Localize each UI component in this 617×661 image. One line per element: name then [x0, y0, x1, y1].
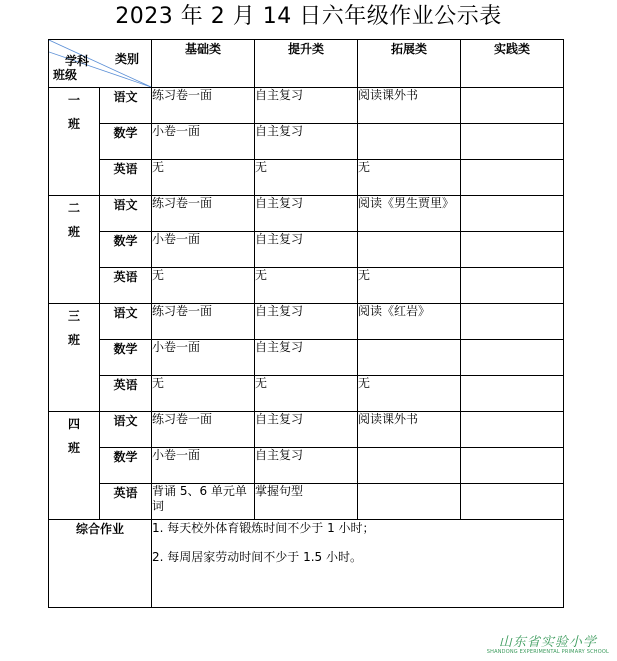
homework-cell-advanced: 自主复习	[255, 88, 358, 124]
summary-content	[152, 520, 564, 608]
school-logo-english: SHANDONG EXPERIMENTAL PRIMARY SCHOOL	[486, 649, 609, 655]
homework-cell-advanced: 自主复习	[255, 412, 358, 448]
homework-table	[48, 39, 564, 608]
subject-cell: 英语	[100, 484, 152, 520]
homework-cell-extended: 阅读课外书	[358, 88, 461, 124]
table-row	[49, 232, 564, 268]
subject-cell: 语文	[100, 196, 152, 232]
column-header-practice: 实践类	[461, 40, 564, 88]
homework-cell-practice	[461, 160, 564, 196]
class-name-cell	[49, 88, 100, 196]
class-name-bottom: 班	[67, 225, 80, 239]
homework-cell-practice	[461, 196, 564, 232]
subject-cell: 数学	[100, 340, 152, 376]
table-row	[49, 124, 564, 160]
homework-cell-basic: 无	[152, 160, 255, 196]
homework-cell-practice	[461, 124, 564, 160]
homework-cell-advanced: 自主复习	[255, 124, 358, 160]
homework-cell-basic: 练习卷一面	[152, 304, 255, 340]
subject-cell: 语文	[100, 88, 152, 124]
homework-cell-extended: 阅读《红岩》	[358, 304, 461, 340]
homework-cell-practice	[461, 412, 564, 448]
homework-cell-basic: 小卷一面	[152, 232, 255, 268]
homework-cell-extended: 无	[358, 268, 461, 304]
class-name-bottom: 班	[67, 333, 80, 347]
homework-cell-basic: 小卷一面	[152, 448, 255, 484]
class-label: 班级	[53, 68, 78, 82]
subject-cell: 数学	[100, 448, 152, 484]
homework-cell-advanced: 无	[255, 160, 358, 196]
homework-cell-basic: 小卷一面	[152, 340, 255, 376]
homework-cell-practice	[461, 88, 564, 124]
table-row	[49, 268, 564, 304]
homework-cell-practice	[461, 376, 564, 412]
subject-cell: 数学	[100, 124, 152, 160]
column-header-advanced: 提升类	[255, 40, 358, 88]
summary-item: 1. 每天校外体育锻炼时间不少于 1 小时；	[152, 521, 375, 535]
table-row	[49, 340, 564, 376]
homework-cell-basic: 无	[152, 268, 255, 304]
class-name-cell	[49, 304, 100, 412]
homework-cell-advanced: 自主复习	[255, 340, 358, 376]
class-name-cell	[49, 196, 100, 304]
homework-cell-basic: 背诵 5、6 单元单词	[152, 484, 255, 520]
summary-label: 综合作业	[49, 520, 152, 608]
summary-item: 2. 每周居家劳动时间不少于 1.5 小时。	[152, 550, 362, 564]
homework-cell-extended: 无	[358, 376, 461, 412]
class-name-top: 二	[67, 201, 80, 215]
homework-cell-advanced: 自主复习	[255, 196, 358, 232]
class-name-bottom: 班	[67, 441, 80, 455]
homework-cell-extended	[358, 340, 461, 376]
table-row	[49, 376, 564, 412]
homework-cell-practice	[461, 268, 564, 304]
subject-cell: 语文	[100, 304, 152, 340]
column-header-basic: 基础类	[152, 40, 255, 88]
homework-cell-extended	[358, 232, 461, 268]
class-name-top: 一	[67, 93, 80, 107]
header-row	[49, 40, 564, 88]
homework-cell-basic: 练习卷一面	[152, 412, 255, 448]
subject-cell: 英语	[100, 268, 152, 304]
column-header-extended: 拓展类	[358, 40, 461, 88]
homework-cell-extended: 无	[358, 160, 461, 196]
subject-cell: 英语	[100, 160, 152, 196]
homework-cell-practice	[461, 484, 564, 520]
homework-cell-practice	[461, 448, 564, 484]
homework-cell-extended	[358, 124, 461, 160]
homework-cell-basic: 练习卷一面	[152, 196, 255, 232]
homework-cell-extended: 阅读《男生贾里》	[358, 196, 461, 232]
class-name-cell	[49, 412, 100, 520]
homework-cell-advanced: 无	[255, 268, 358, 304]
school-logo	[487, 631, 609, 655]
diagonal-header-cell	[49, 40, 152, 88]
table-row	[49, 412, 564, 448]
subject-cell: 语文	[100, 412, 152, 448]
homework-cell-basic: 小卷一面	[152, 124, 255, 160]
homework-cell-practice	[461, 304, 564, 340]
subject-cell: 英语	[100, 376, 152, 412]
homework-cell-basic: 无	[152, 376, 255, 412]
page-title: 2023 年 2 月 14 日六年级作业公示表	[115, 4, 502, 29]
class-name-top: 四	[67, 417, 80, 431]
class-name-bottom: 班	[67, 117, 80, 131]
homework-cell-advanced: 自主复习	[255, 304, 358, 340]
homework-cell-practice	[461, 340, 564, 376]
class-name-top: 三	[67, 309, 80, 323]
table-row	[49, 484, 564, 520]
subject-cell: 数学	[100, 232, 152, 268]
table-row	[49, 448, 564, 484]
homework-cell-extended: 阅读课外书	[358, 412, 461, 448]
homework-cell-practice	[461, 232, 564, 268]
subject-label: 学科	[65, 54, 90, 68]
table-row	[49, 304, 564, 340]
homework-cell-extended	[358, 448, 461, 484]
homework-cell-advanced: 无	[255, 376, 358, 412]
homework-cell-advanced: 自主复习	[255, 448, 358, 484]
homework-cell-extended	[358, 484, 461, 520]
homework-cell-basic: 练习卷一面	[152, 88, 255, 124]
table-row	[49, 160, 564, 196]
table-row	[49, 88, 564, 124]
summary-row	[49, 520, 564, 608]
school-logo-name: 山东省实验小学	[498, 635, 597, 650]
homework-cell-advanced: 自主复习	[255, 232, 358, 268]
category-label: 类别	[114, 52, 139, 66]
homework-cell-advanced: 掌握句型	[255, 484, 358, 520]
table-row	[49, 196, 564, 232]
